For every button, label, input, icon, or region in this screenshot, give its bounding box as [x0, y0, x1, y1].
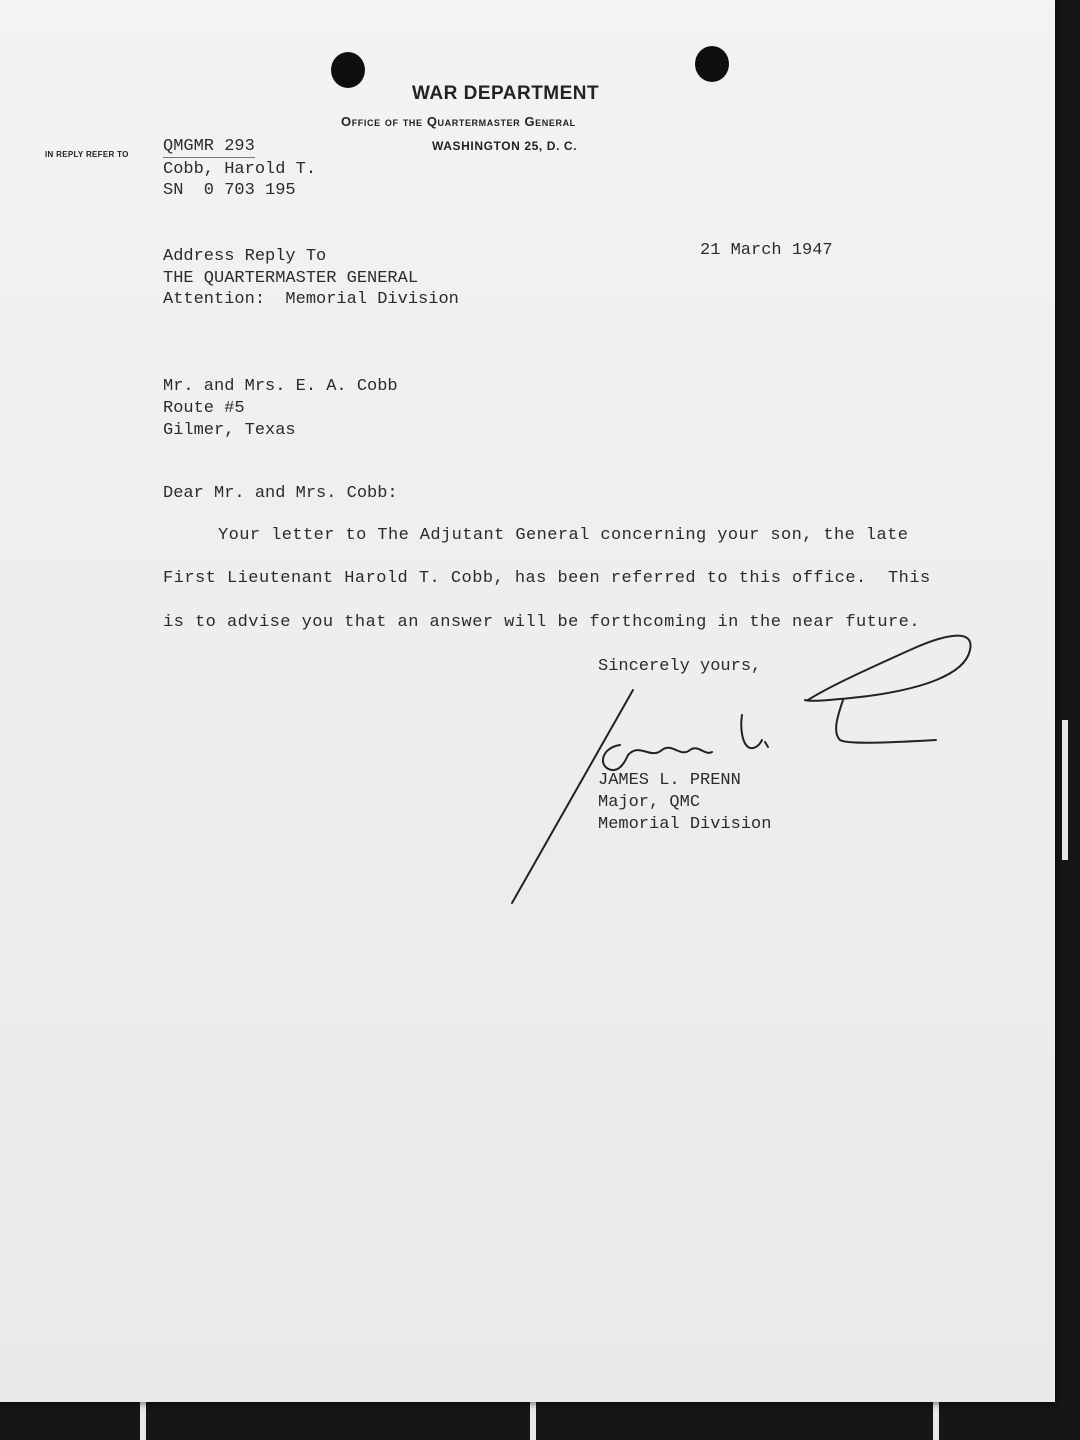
- background-strip-4: [1062, 720, 1068, 860]
- body-line-2: First Lieutenant Harold T. Cobb, has been referred to this office. This: [163, 569, 931, 588]
- salutation: Dear Mr. and Mrs. Cobb:: [163, 484, 398, 503]
- signer-name: JAMES L. PRENN: [598, 771, 741, 790]
- reply-line-3: Attention: Memorial Division: [163, 290, 459, 309]
- reply-line-2: THE QUARTERMASTER GENERAL: [163, 269, 419, 288]
- recipient-name: Mr. and Mrs. E. A. Cobb: [163, 377, 398, 396]
- recipient-route: Route #5: [163, 399, 245, 418]
- reply-line-1: Address Reply To: [163, 247, 327, 266]
- letter-date: 21 March 1947: [700, 241, 833, 260]
- body-line-1: Your letter to The Adjutant General concerning your son, the late: [218, 526, 909, 545]
- signer-rank: Major, QMC: [598, 793, 701, 812]
- reply-refer-label: IN REPLY REFER TO: [45, 150, 129, 159]
- letterhead-subtitle: Office of the Quartermaster General: [341, 114, 576, 129]
- recipient-city: Gilmer, Texas: [163, 421, 296, 440]
- letterhead-title: WAR DEPARTMENT: [412, 83, 600, 104]
- body-line-3: is to advise you that an answer will be forthcoming in the near future.: [163, 613, 920, 632]
- reference-name: Cobb, Harold T.: [163, 160, 317, 179]
- reference-code: QMGMR 293: [163, 137, 255, 156]
- reference-serial: SN 0 703 195: [163, 181, 296, 200]
- letterhead-city: WASHINGTON 25, D. C.: [432, 139, 578, 153]
- closing: Sincerely yours,: [598, 657, 762, 676]
- signer-division: Memorial Division: [598, 815, 772, 834]
